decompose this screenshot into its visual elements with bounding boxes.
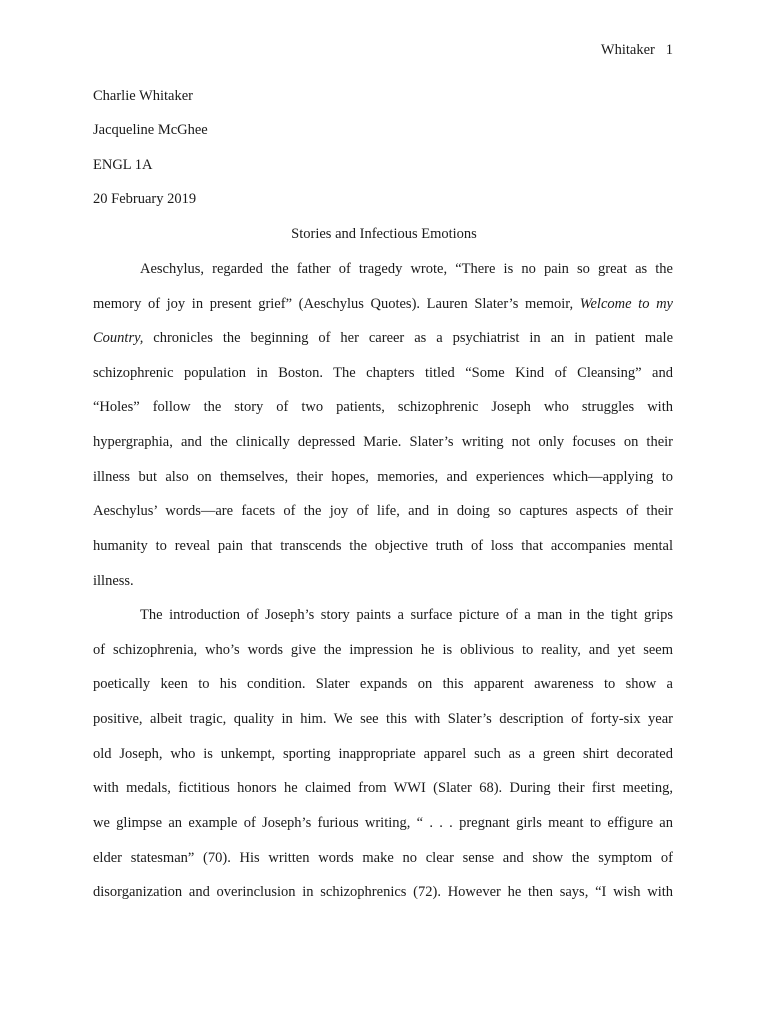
book-title-part: Welcome to my	[579, 296, 673, 312]
body-line: of schizophrenia, who’s words give the impression he is oblivious to reality, and yet seem	[93, 642, 673, 658]
instructor-name: Jacqueline McGhee	[93, 122, 208, 138]
body-line: Aeschylus’ words—are facets of the joy of life, and in doing so captures aspects of their	[93, 503, 673, 519]
body-line: schizophrenic population in Boston. The chapters titled “Some Kind of Cleansing” and	[93, 365, 673, 381]
course-name: ENGL 1A	[93, 157, 153, 173]
essay-date: 20 February 2019	[93, 191, 197, 207]
body-line	[93, 330, 673, 347]
book-title-part: Country,	[93, 330, 144, 346]
body-line: illness.	[93, 573, 134, 589]
body-line: illness but also on themselves, their hopes, memories, and experiences which—applying to	[93, 469, 673, 485]
body-line: positive, albeit tragic, quality in him. We see this with Slater’s description of forty-six year	[93, 711, 673, 727]
body-line: we glimpse an example of Joseph’s furious writing, “ . . . pregnant girls meant to effigure an	[93, 815, 673, 831]
essay-title: Stories and Infectious Emotions	[291, 226, 477, 242]
body-line: “Holes” follow the story of two patients, schizophrenic Joseph who struggles with	[93, 399, 673, 415]
running-head: Whitaker 1	[600, 42, 673, 58]
body-line: hypergraphia, and the clinically depressed Marie. Slater’s writing not only focuses on their	[93, 434, 673, 450]
body-line: Aeschylus, regarded the father of tragedy wrote, “There is no pain so great as the	[140, 261, 673, 277]
body-line: disorganization and overinclusion in schizophrenics (72). However he then says, “I wish with	[93, 884, 673, 900]
body-text: memory of joy in present grief” (Aeschylus Quotes). Lauren Slater’s memoir,	[93, 296, 580, 312]
author-name: Charlie Whitaker	[93, 88, 193, 104]
body-text: chronicles the beginning of her career as a psychiatrist in an in patient male	[143, 330, 673, 346]
body-line: The introduction of Joseph’s story paints a surface picture of a man in the tight grips	[140, 607, 673, 623]
body-line: humanity to reveal pain that transcends the objective truth of loss that accompanies mental	[93, 538, 673, 554]
body-line: old Joseph, who is unkempt, sporting inappropriate apparel such as a green shirt decorated	[93, 746, 673, 762]
body-line: poetically keen to his condition. Slater expands on this apparent awareness to show a	[93, 676, 673, 692]
body-line	[93, 296, 673, 313]
body-line: elder statesman” (70). His written words make no clear sense and show the symptom of	[93, 850, 673, 866]
body-line: with medals, fictitious honors he claimed from WWI (Slater 68). During their first meeting,	[93, 780, 673, 796]
